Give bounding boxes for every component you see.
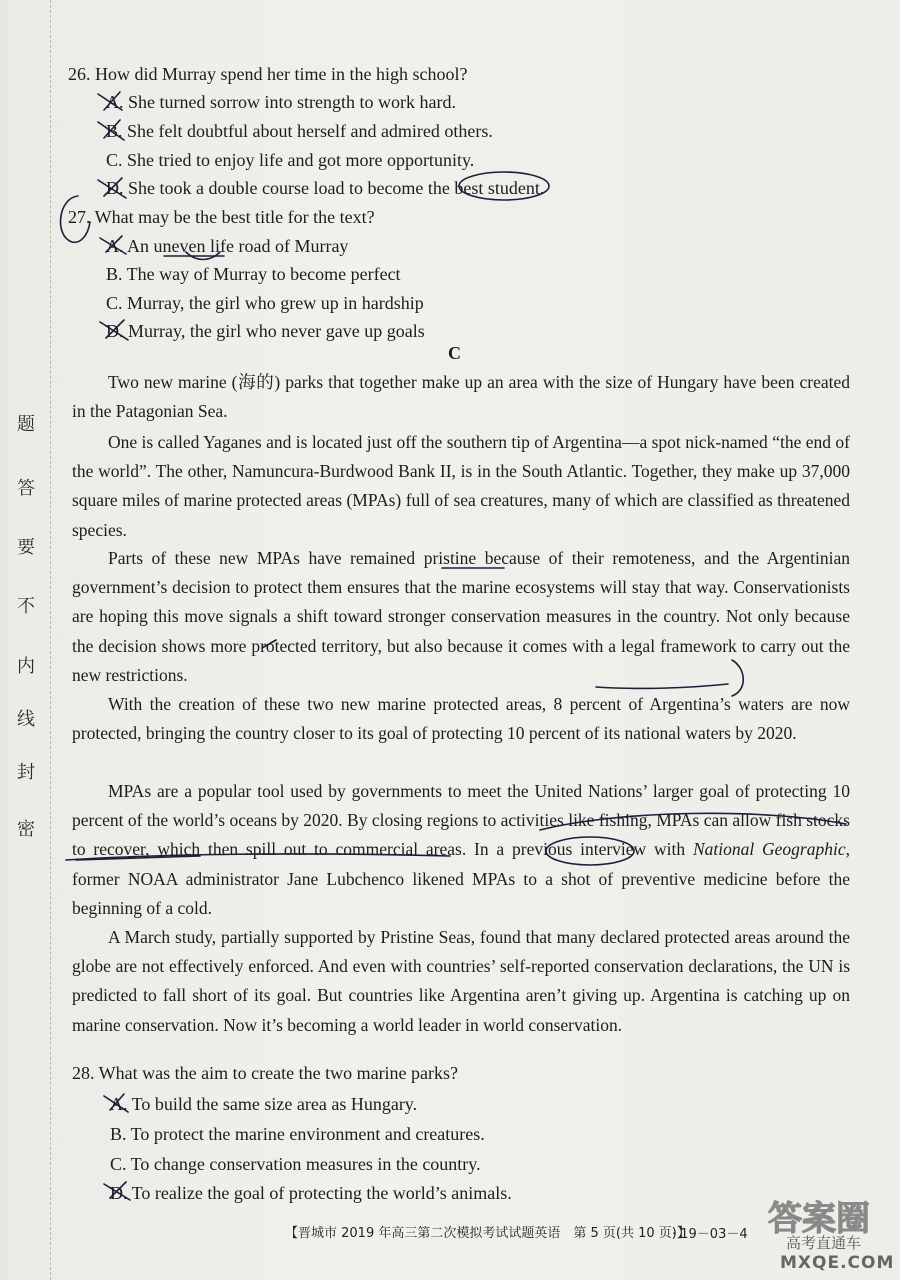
passage-paragraph-3: Parts of these new MPAs have remained pristine because of their remoteness, and the Argentinian government’s decision to protect them ensures that the marine ecosystems will stay that way. Conservationists are hoping this move signals a shift toward stronger conservation measures in the country. Not only because the decision shows more protected territory, but also because it comes with a legal framework to carry out the new restrictions. (72, 548, 850, 685)
p5-part-a: MPAs are a popular tool used by governments to meet the United Nations’ larger goal of protecting 10 percent of the world’s oceans by 2020. By closing regions to activities like fishing, MPAs can allow fish stocks to recover, which then spill out to commercial areas. In a previous interview with (72, 781, 850, 860)
q27-stem: 27. What may be the best title for the text? (68, 207, 375, 227)
q26-option-d: D. She took a double course load to become the best student. (106, 178, 545, 198)
watermark-line-1: 高考直通车 (786, 1234, 862, 1252)
passage-paragraph-1: Two new marine (海的) parks that together make up an area with the size of Hungary have been created in the Patagonian Sea. (72, 372, 850, 422)
q26-option-c: C. She tried to enjoy life and got more opportunity. (106, 150, 475, 170)
seal-char: 要 (17, 537, 35, 558)
q28-stem: 28. What was the aim to create the two marine parks? (72, 1063, 459, 1083)
seal-char: 线 (17, 709, 35, 730)
page-footer: 【晋城市 2019 年高三第二次模拟考试试题英语 第 5 页(共 10 页)】 (285, 1226, 690, 1241)
seal-char: 内 (17, 656, 35, 677)
q27-option-c: C. Murray, the girl who grew up in hardship (106, 293, 424, 313)
section-label: C (448, 343, 461, 363)
publication-title: National Geographic (692, 839, 846, 860)
seal-char: 封 (17, 762, 35, 783)
passage-paragraph-4: With the creation of these two new marine protected areas, 8 percent of Argentina’s waters are now protected, bringing the country closer to its goal of protecting 10 percent of its national waters by 2020. (72, 694, 850, 744)
q27-option-d: D. Murray, the girl who never gave up goals (106, 321, 425, 341)
passage-paragraph-5 (72, 777, 850, 923)
seal-char: 答 (17, 478, 35, 499)
q28-option-a: A. To build the same size area as Hungary. (110, 1094, 418, 1114)
seal-char: 密 (17, 819, 35, 840)
watermark-line-2: MXQE.COM (780, 1253, 895, 1273)
passage-paragraph-6: A March study, partially supported by Pristine Seas, found that many declared protected areas around the globe are not effectively enforced. And even with countries’ self-reported conservation declarations, the UN is predicted to fall short of its goal. But countries like Argentina aren’t giving up. Argentina is catching up on marine conservation. Now it’s becoming a world leader in world conservation. (72, 927, 850, 1035)
watermark-logo-text: 答案圈 (768, 1199, 870, 1239)
q28-option-c: C. To change conservation measures in the country. (110, 1154, 481, 1174)
seal-char: 题 (17, 414, 35, 435)
q27-option-a: A. An uneven life road of Murray (106, 236, 349, 256)
passage-paragraph-2: One is called Yaganes and is located just off the southern tip of Argentina—a spot nick-named “the end of the world”. The other, Namuncura-Burdwood Bank II, is in the South Atlantic. Together, they make up 37,000 square miles of marine protected areas (MPAs) full of sea creatures, many of which are classified as threatened species. (72, 432, 850, 540)
q28-option-d: D. To realize the goal of protecting the world’s animals. (110, 1183, 512, 1203)
q26-option-a: A. She turned sorrow into strength to work hard. (106, 92, 456, 112)
p5-part-b: , former NOAA administrator Jane Lubchenco likened MPAs to a shot of preventive medicine before the beginning of a cold. (72, 839, 851, 918)
q28-option-b: B. To protect the marine environment and creatures. (110, 1124, 485, 1144)
footer-code: · 19－03－4 (672, 1227, 748, 1242)
q26-option-b: B. She felt doubtful about herself and admired others. (106, 121, 493, 141)
q27-option-b: B. The way of Murray to become perfect (106, 264, 401, 284)
seal-char: 不 (17, 596, 35, 617)
q26-stem: 26. How did Murray spend her time in the high school? (68, 64, 468, 84)
